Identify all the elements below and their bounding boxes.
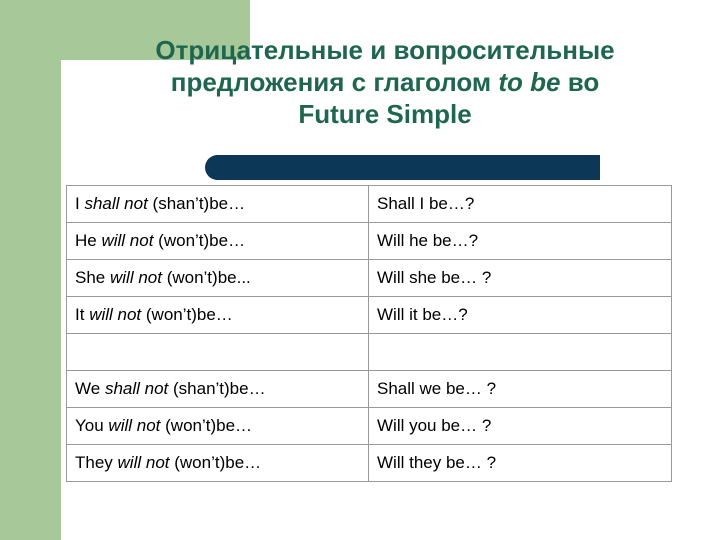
question-cell: Shall we be… ? <box>369 371 672 408</box>
negative-cell <box>67 186 369 223</box>
question-cell: Will you be… ? <box>369 408 672 445</box>
negative-cell <box>67 334 369 371</box>
negative-cell <box>67 371 369 408</box>
negative-cell <box>67 260 369 297</box>
subject: You <box>75 416 104 435</box>
negative-cell <box>67 223 369 260</box>
table-row <box>67 371 672 408</box>
contraction: (won’t)be... <box>166 268 251 287</box>
negative-cell <box>67 297 369 334</box>
negation: will not <box>101 231 154 250</box>
table-row <box>67 408 672 445</box>
question-cell: Will it be…? <box>369 297 672 334</box>
subject: She <box>75 268 106 287</box>
contraction: (shan’t)be… <box>152 194 246 213</box>
subject: I <box>75 194 80 213</box>
question-cell <box>369 334 672 371</box>
table-row <box>67 186 672 223</box>
negation: will not <box>117 453 170 472</box>
negation: will not <box>109 268 162 287</box>
question-cell: Will they be… ? <box>369 445 672 482</box>
question-cell: Shall I be…? <box>369 186 672 223</box>
subject: He <box>75 231 97 250</box>
title-line-3: Future Simple <box>298 99 472 129</box>
contraction: (won’t)be… <box>158 231 246 250</box>
contraction: (won’t)be… <box>174 453 262 472</box>
title-line-2-suffix: во <box>560 67 600 97</box>
divider-bar <box>216 155 600 180</box>
contraction: (shan’t)be… <box>173 379 266 398</box>
question-cell: Will she be… ? <box>369 260 672 297</box>
table-row <box>67 260 672 297</box>
table-row-empty <box>67 334 672 371</box>
title-line-1: Отрицательные и вопросительные <box>155 35 615 65</box>
table-row <box>67 445 672 482</box>
question-cell: Will he be…? <box>369 223 672 260</box>
left-green-band <box>0 0 61 540</box>
table-row <box>67 223 672 260</box>
subject: It <box>75 305 85 324</box>
title-line-2-prefix: предложения с глаголом <box>170 67 499 97</box>
negation: will not <box>108 416 161 435</box>
table-row <box>67 297 672 334</box>
title-line-2-italic: to be <box>498 67 561 97</box>
contraction: (won’t)be… <box>145 305 233 324</box>
slide-title <box>70 34 700 130</box>
negative-cell <box>67 408 369 445</box>
negative-cell <box>67 445 369 482</box>
contraction: (won’t)be… <box>165 416 253 435</box>
subject: We <box>75 379 101 398</box>
grammar-table <box>66 185 672 482</box>
negation: will not <box>89 305 142 324</box>
subject: They <box>75 453 113 472</box>
negation: shall not <box>84 194 148 213</box>
negation: shall not <box>104 379 169 398</box>
title-line-2 <box>70 66 700 98</box>
